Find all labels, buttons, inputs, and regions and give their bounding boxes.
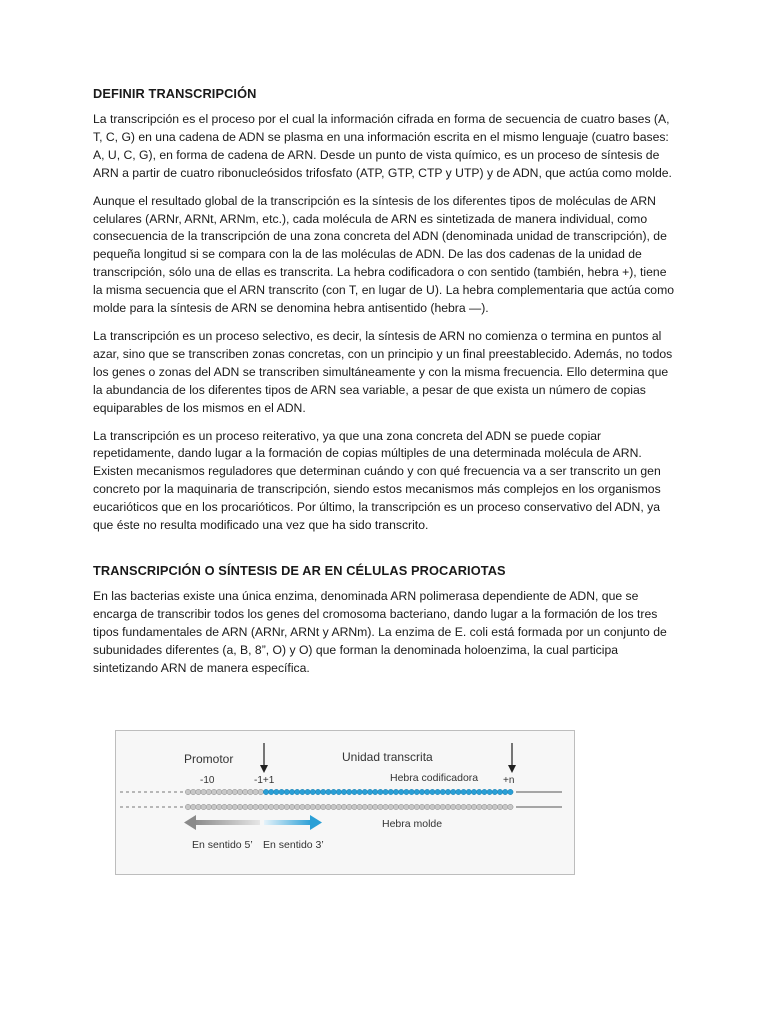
coding-strand-bead [201,789,206,794]
unidad-transcrita-label: Unidad transcrita [342,750,433,764]
sentido-5-label: En sentido 5’ [192,839,253,851]
coding-strand-bead [357,789,362,794]
paragraph: La transcripción es un proceso selectivo, es decir, la síntesis de ARN no comienza o termina en puntos al azar, sino que se transcriben zonas concretas, con un principio y un final preestablecido. Además, no todos los genes o zonas del ADN se transcriben simultáneamente y con la misma frecuencia. Ello determina que la abundancia de los diferentes tipos de ARN sea variable, a pesar de que exista un número de copias equiparables de los mismos en el ADN. [93,328,673,415]
template-strand-bead [352,804,357,809]
template-strand-bead [414,804,419,809]
sentido-3-label: En sentido 3’ [263,839,324,851]
template-strand-bead [185,804,190,809]
template-strand-bead [295,804,300,809]
transcription-diagram [115,730,575,875]
template-strand-bead [201,804,206,809]
coding-strand-bead [185,789,190,794]
coding-strand-bead [248,789,253,794]
template-strand-bead [289,804,294,809]
template-strand-bead [248,804,253,809]
hebra-molde-label: Hebra molde [382,818,443,830]
coding-strand-bead [492,789,497,794]
hebra-codificadora-label: Hebra codificadora [390,772,479,784]
template-strand-bead [253,804,258,809]
template-strand-bead [445,804,450,809]
coding-strand-bead [404,789,409,794]
coding-strand-bead [352,789,357,794]
coding-strand-bead [217,789,222,794]
coding-strand-bead [341,789,346,794]
template-strand-bead [508,804,513,809]
coding-strand-bead [331,789,336,794]
template-strand-bead [232,804,237,809]
template-strand-bead [503,804,508,809]
coding-strand-bead [279,789,284,794]
coding-strand-bead [196,789,201,794]
coding-strand-bead [399,789,404,794]
coding-strand-bead [305,789,310,794]
template-strand-bead [347,804,352,809]
template-strand-bead [196,804,201,809]
template-strand-bead [367,804,372,809]
coding-strand-bead [383,789,388,794]
template-strand-bead [461,804,466,809]
coding-strand-bead [419,789,424,794]
template-strand-bead [362,804,367,809]
coding-strand-bead [487,789,492,794]
coding-strand-bead [269,789,274,794]
template-strand-bead [482,804,487,809]
template-strand-bead [409,804,414,809]
template-strand-bead [315,804,320,809]
coding-strand-bead [336,789,341,794]
template-strand-bead [227,804,232,809]
paragraph: La transcripción es un proceso reiterativo, ya que una zona concreta del ADN se puede copiar repetidamente, dando lugar a la formación de copias múltiples de una determinada molécula de ARN. Existen mecanismos reguladores que determinan cuándo y con qué frecuencia va a ser transcrito un gen concreto por la maquinaria de transcripción, siendo estos mecanismos más complejos en los organismos eucarióticos que en los procarióticos. Por último, la transcripción es un proceso conservativo del ADN, ya que éste no resulta modificado una vez que ha sido transcrito. [93,428,661,533]
coding-strand-bead [222,789,227,794]
paragraph: En las bacterias existe una única enzima, denominada ARN polimerasa dependiente de ADN, que se encarga de transcribir todos los genes del cromosoma bacteriano, dando lugar a la formación de los tres tipos fundamentales de ARN (ARNr, ARNt y ARNm). La enzima de E. coli está formada por un conjunto de subunidades diferentes (a, B, 8”, O) y O) que forman la denominada holoenzima, la cual participa sintetizando ARN de manera específica. [93,588,667,675]
template-strand-bead [331,804,336,809]
coding-strand-bead [227,789,232,794]
coding-strand-bead [373,789,378,794]
coding-strand-bead [243,789,248,794]
template-strand-bead [305,804,310,809]
section-heading-procariotas: TRANSCRIPCIÓN O SÍNTESIS DE AR EN CÉLULAS PROCARIOTAS [93,562,506,578]
template-strand-bead [440,804,445,809]
paragraph: La transcripción es el proceso por el cual la información cifrada en forma de secuencia de cuatro bases (A, T, C, G) en una cadena de ADN se plasma en una información escrita en el mismo lenguaje (cuatro bases: A, U, C, G), en forma de cadena de ARN. Desde un punto de vista químico, es un proceso de síntesis de ARN a partir de cuatro ribonucleósidos trifosfato (ATP, GTP, CTP y UTP) y de ADN, que actúa como molde. [93,112,672,180]
coding-strand-bead [445,789,450,794]
coding-strand-bead [456,789,461,794]
template-strand-bead [399,804,404,809]
coding-strand-bead [497,789,502,794]
arrow-3-prime-head [310,815,322,830]
template-strand-bead [263,804,268,809]
template-strand-bead [336,804,341,809]
template-strand-bead [425,804,430,809]
template-strand-bead [217,804,222,809]
template-strand-bead [451,804,456,809]
document-content [93,86,679,687]
coding-strand-bead [347,789,352,794]
end-arrow-head [508,765,516,773]
section-heading-definir: DEFINIR TRANSCRIPCIÓN [93,86,257,101]
coding-strand-bead [482,789,487,794]
template-strand-bead [310,804,315,809]
template-strand-bead [492,804,497,809]
template-strand-bead [383,804,388,809]
coding-strand-bead [425,789,430,794]
coding-strand-bead [430,789,435,794]
arrow-3-prime-shaft [264,820,312,825]
template-strand-bead [497,804,502,809]
coding-strand-bead [237,789,242,794]
coding-strand-bead [440,789,445,794]
template-strand-bead [326,804,331,809]
coding-strand-bead [461,789,466,794]
template-strand-bead [378,804,383,809]
template-strand-bead [258,804,263,809]
template-strand-bead [357,804,362,809]
template-strand-bead [487,804,492,809]
template-strand-bead [477,804,482,809]
template-strand-bead [419,804,424,809]
template-strand-bead [430,804,435,809]
coding-strand-bead [414,789,419,794]
coding-strand-bead [295,789,300,794]
coding-strand-bead [211,789,216,794]
coding-strand-bead [503,789,508,794]
minus1plus1-label: -1+1 [254,775,275,786]
coding-strand-bead [326,789,331,794]
template-strand-bead [466,804,471,809]
coding-strand-bead [321,789,326,794]
coding-strand-bead [191,789,196,794]
coding-strand-bead [300,789,305,794]
template-strand-bead [341,804,346,809]
template-strand-bead [300,804,305,809]
coding-strand-bead [284,789,289,794]
coding-strand-bead [315,789,320,794]
template-strand-bead [279,804,284,809]
template-strand-bead [206,804,211,809]
coding-strand-bead [388,789,393,794]
coding-strand-bead [435,789,440,794]
template-strand-bead [456,804,461,809]
coding-strand-bead [362,789,367,794]
coding-strand-bead [508,789,513,794]
template-strand-bead [237,804,242,809]
coding-strand-bead [253,789,258,794]
coding-strand-bead [310,789,315,794]
coding-strand-bead [451,789,456,794]
template-strand-bead [211,804,216,809]
coding-strand-bead [393,789,398,794]
template-strand-bead [471,804,476,809]
coding-strand-bead [477,789,482,794]
template-strand-bead [222,804,227,809]
paragraph: Aunque el resultado global de la transcripción es la síntesis de los diferentes tipos de moléculas de ARN celulares (ARNr, ARNt, ARNm, etc.), cada molécula de ARN es sintetizada de manera individual, como consecuencia de la transcripción de una zona concreta del ADN (denominada unidad de transcripción), de pequeña longitud si se compara con la de las moléculas de ADN. De las dos cadenas de la unidad de transcripción, sólo una de ellas es transcrita. La hebra codificadora o con sentido (también, hebra +), tiene la misma secuencia que el ARN transcrito (con T, en lugar de U). La hebra complementaria que actúa como molde para la síntesis de ARN se denomina hebra antisentido (hebra —). [93,193,675,316]
coding-strand-bead [367,789,372,794]
template-strand-bead [393,804,398,809]
template-strand-bead [274,804,279,809]
template-strand-bead [191,804,196,809]
template-strand-bead [404,804,409,809]
coding-strand-bead [274,789,279,794]
coding-strand-bead [289,789,294,794]
promotor-label: Promotor [184,752,234,766]
dna-beads [185,789,513,809]
minus10-label: -10 [200,775,215,786]
template-strand-bead [435,804,440,809]
template-strand-bead [284,804,289,809]
template-strand-bead [388,804,393,809]
coding-strand-bead [258,789,263,794]
plusn-label: +n [503,775,515,786]
template-strand-bead [243,804,248,809]
coding-strand-bead [409,789,414,794]
coding-strand-bead [378,789,383,794]
coding-strand-bead [466,789,471,794]
template-strand-bead [373,804,378,809]
template-strand-bead [269,804,274,809]
arrow-5-prime-shaft [194,820,260,825]
transcription-diagram-svg [116,731,574,874]
arrow-5-prime-head [184,815,196,830]
template-strand-bead [321,804,326,809]
coding-strand-bead [263,789,268,794]
coding-strand-bead [206,789,211,794]
coding-strand-bead [232,789,237,794]
start-arrow-head [260,765,268,773]
coding-strand-bead [471,789,476,794]
